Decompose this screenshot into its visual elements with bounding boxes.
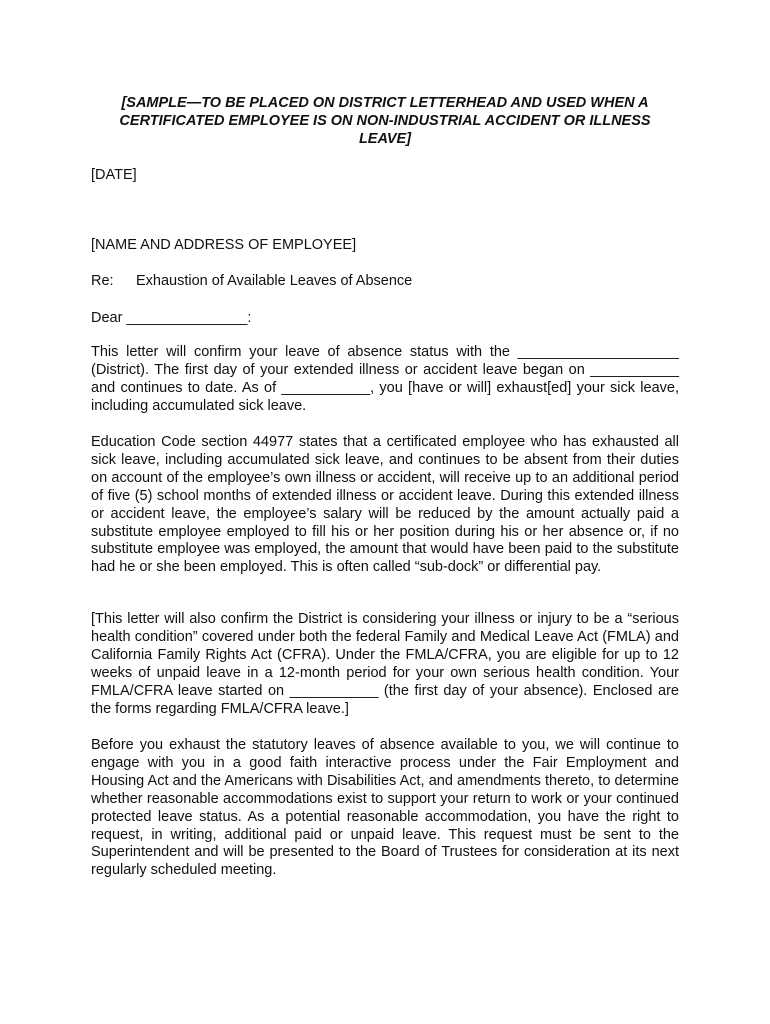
re-subject: Exhaustion of Available Leaves of Absence	[136, 273, 413, 289]
re-label: Re:	[91, 273, 114, 289]
paragraph-leave-status: This letter will confirm your leave of absence status with the ____________________ (District). The first day of your extended illness or accident leave began on ___________ and continues to date. As of ___________, you [have or will] exhaust[ed] your sick leave, including accumulated sick leave.	[91, 344, 679, 414]
salutation: Dear _______________:	[91, 310, 252, 326]
re-line	[91, 272, 412, 290]
paragraph-fmla-cfra: [This letter will also confirm the District is considering your illness or injury to be a “serious health condition” covered under both the federal Family and Medical Leave Act (FMLA) and California Family Rights Act (CFRA). Under the FMLA/CFRA, you are eligible for up to 12 weeks of unpaid leave in a 12-month period for your own serious health condition. Your FMLA/CFRA leave started on ___________ (the first day of your absence). Enclosed are the forms regarding FMLA/CFRA leave.]	[91, 611, 679, 717]
paragraph-interactive-process: Before you exhaust the statutory leaves of absence available to you, we will continue to engage with you in a good faith interactive process under the Fair Employment and Housing Act and the Americans with Disabilities Act, and amendments thereto, to determine whether reasonable accommodations exist to support your return to work or your continued protected leave status. As a potential reasonable accommodation, you have the right to request, in writing, additional paid or unpaid leave. This request must be sent to the Superintendent and will be presented to the Board of Trustees for consideration at its next regularly scheduled meeting.	[91, 737, 679, 879]
recipient-placeholder: [NAME AND ADDRESS OF EMPLOYEE]	[91, 237, 357, 253]
paragraph-education-code: Education Code section 44977 states that a certificated employee who has exhausted all sick leave, including accumulated sick leave, and continues to be absent from their duties on account of the employee’s own illness or accident, will receive up to an additional period of five (5) school months of extended illness or accident leave. During this extended illness or accident leave, the employee’s salary will be reduced by the amount actually paid a substitute employee employed to fill his or her position during his or her absence or, if no substitute employee was employed, the amount that would have been paid to the substitute had he or she been employed. This is often called “sub-dock” or differential pay.	[91, 434, 679, 576]
date-placeholder: [DATE]	[91, 167, 137, 183]
sample-heading: [SAMPLE—TO BE PLACED ON DISTRICT LETTERHEAD AND USED WHEN A CERTIFICATED EMPLOYEE IS ON NON-INDUSTRIAL ACCIDENT OR ILLNESS LEAVE]	[119, 95, 651, 147]
